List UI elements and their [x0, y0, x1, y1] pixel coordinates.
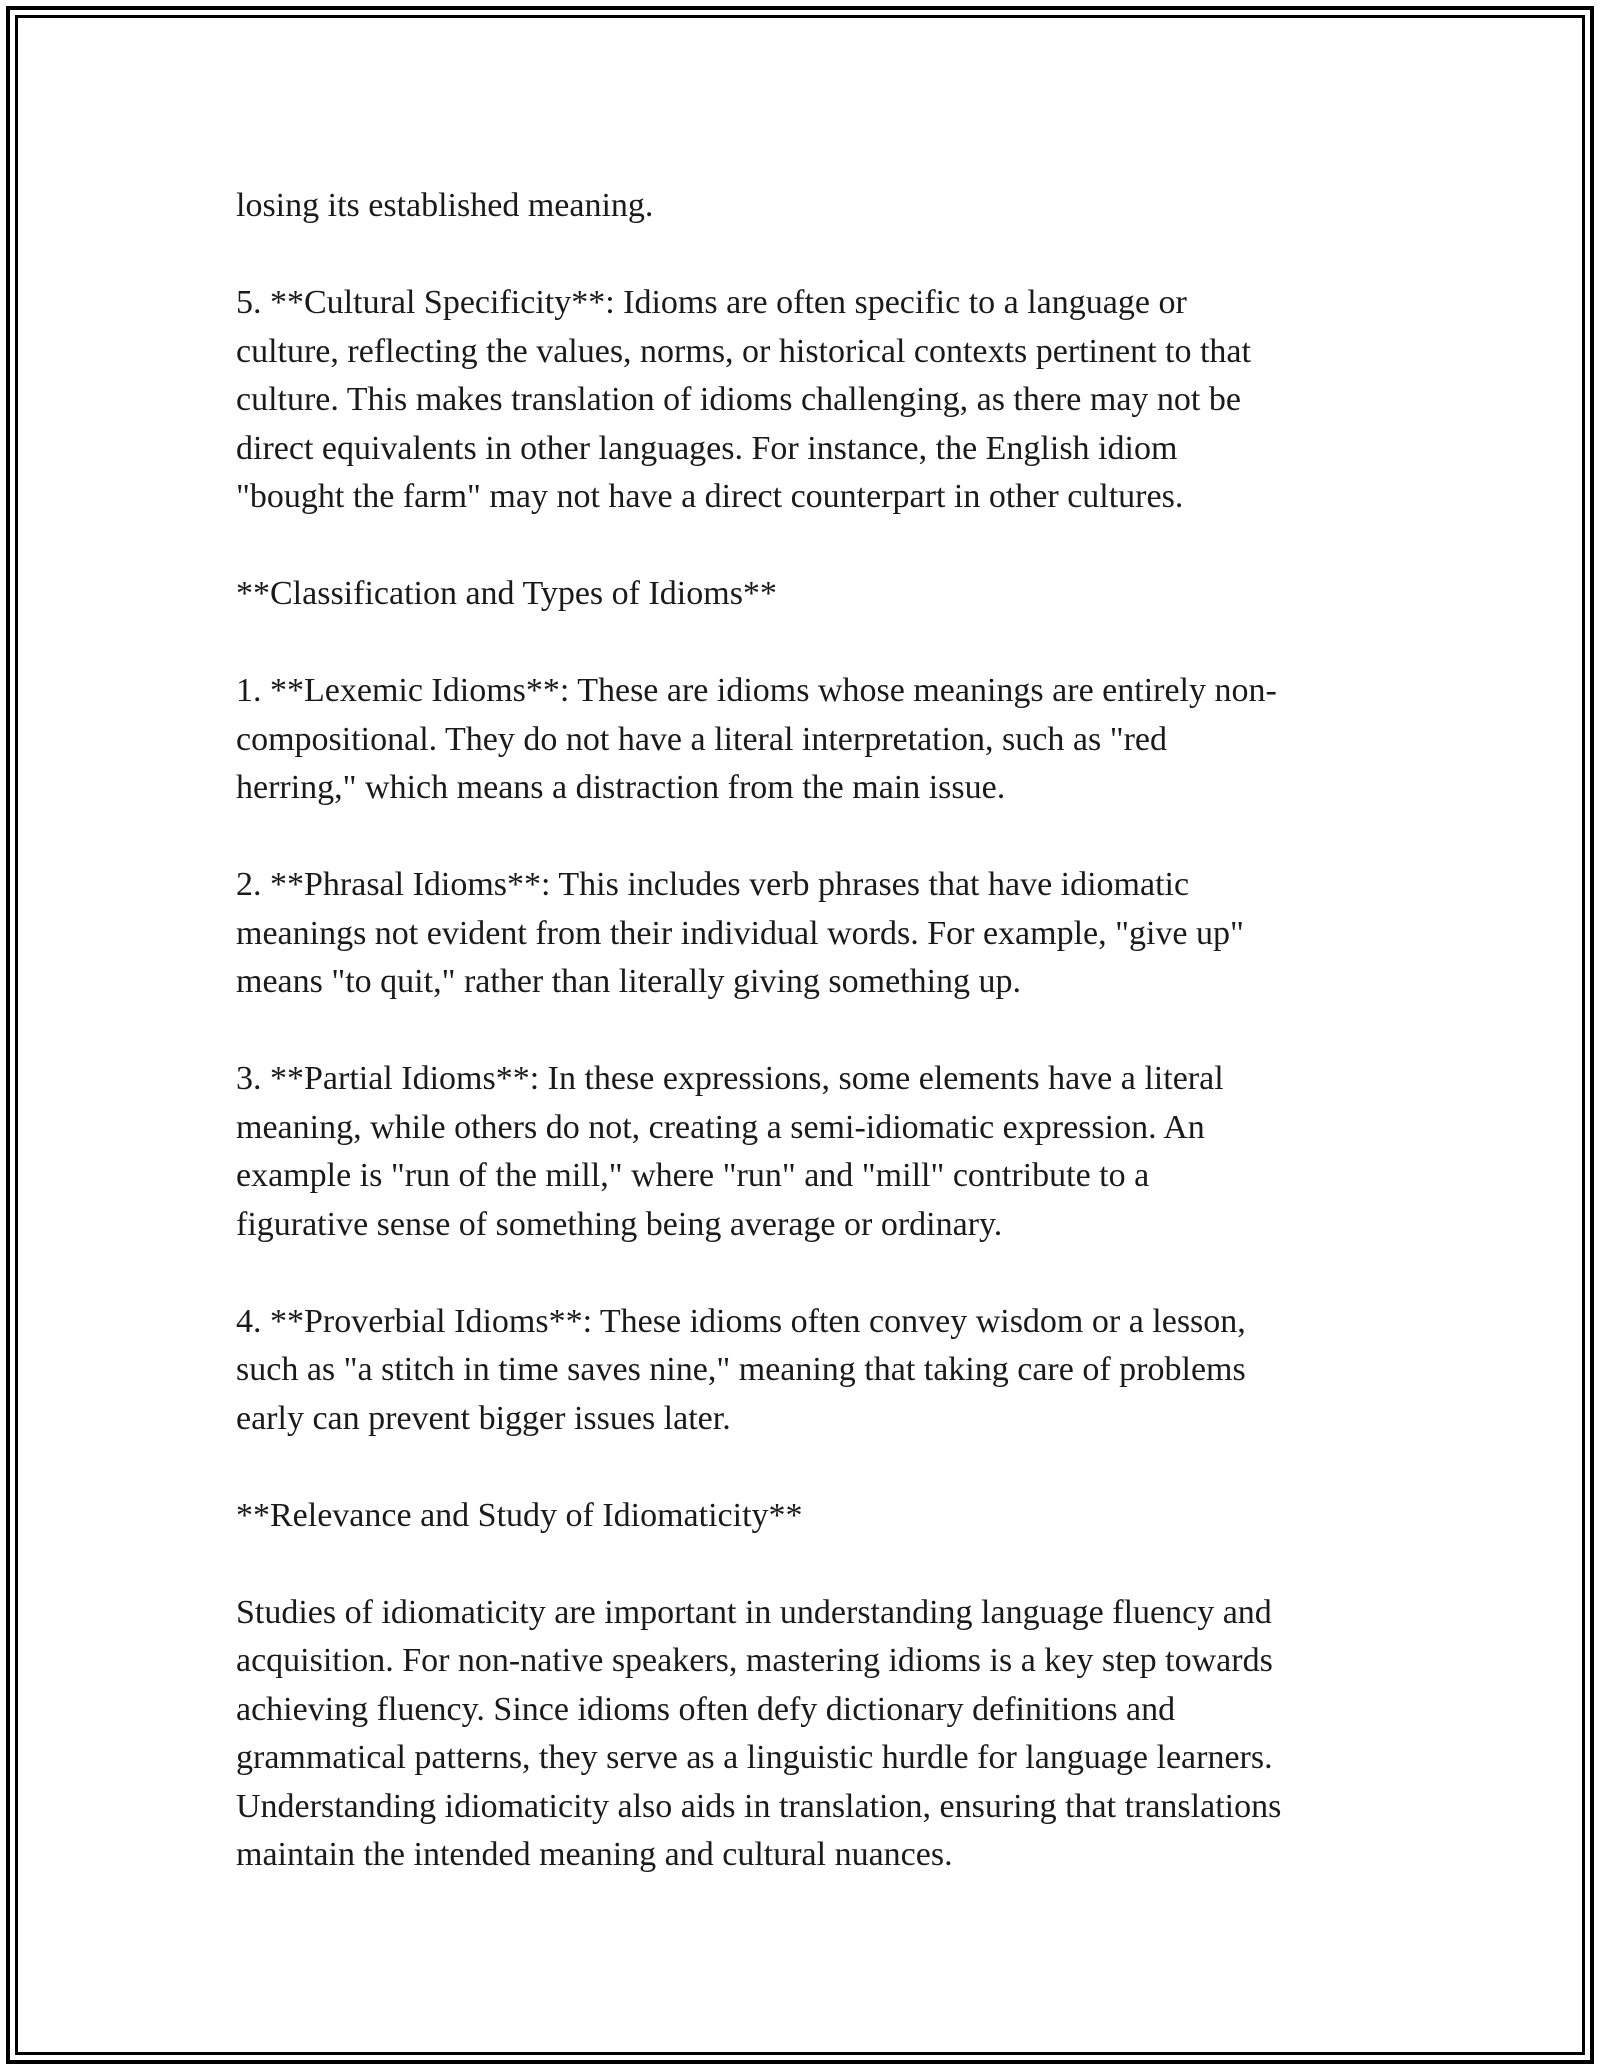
- paragraph-proverbial-idioms: 4. **Proverbial Idioms**: These idioms often convey wisdom or a lesson, such as "a stitch in time saves nine," meaning that taking care of problems early can prevent bigger issues later.: [236, 1302, 1246, 1437]
- document-body: [236, 182, 1386, 1928]
- paragraph-relevance-study: Studies of idiomaticity are important in understanding language fluency and acquisition. For non-native speakers, mastering idioms is a key step towards achieving fluency. Since idioms often defy dictionary definitions and grammatical patterns, they serve as a linguistic hurdle for language learners. Understanding idiomaticity also aids in translation, ensuring that translations maintain the intended meaning and cultural nuances.: [236, 1593, 1282, 1873]
- paragraph-phrasal-idioms: 2. **Phrasal Idioms**: This includes verb phrases that have idiomatic meanings not evident from their individual words. For example, "give up" means "to quit," rather than literally giving something up.: [236, 866, 1244, 1000]
- paragraph-continuation: losing its established meaning.: [236, 187, 654, 224]
- paragraph-partial-idioms: 3. **Partial Idioms**: In these expressions, some elements have a literal meaning, while others do not, creating a semi-idiomatic expression. An example is "run of the mill," where "run" and "mill" contribute to a figurative sense of something being average or ordinary.: [236, 1060, 1224, 1243]
- paragraph-lexemic-idioms: 1. **Lexemic Idioms**: These are idioms whose meanings are entirely non- compositional. They do not have a literal interpretation, such as "red herring," which means a distraction from the main issue.: [236, 672, 1277, 806]
- section-heading-relevance: **Relevance and Study of Idiomaticity**: [236, 1496, 803, 1534]
- section-heading-classification: **Classification and Types of Idioms**: [236, 575, 777, 612]
- paragraph-cultural-specificity: 5. **Cultural Specificity**: Idioms are often specific to a language or culture, reflecting the values, norms, or historical contexts pertinent to that culture. This makes translation of idioms challenging, as there may not be direct equivalents in other languages. For instance, the English idiom "bought the farm" may not have a direct counterpart in other cultures.: [236, 284, 1251, 515]
